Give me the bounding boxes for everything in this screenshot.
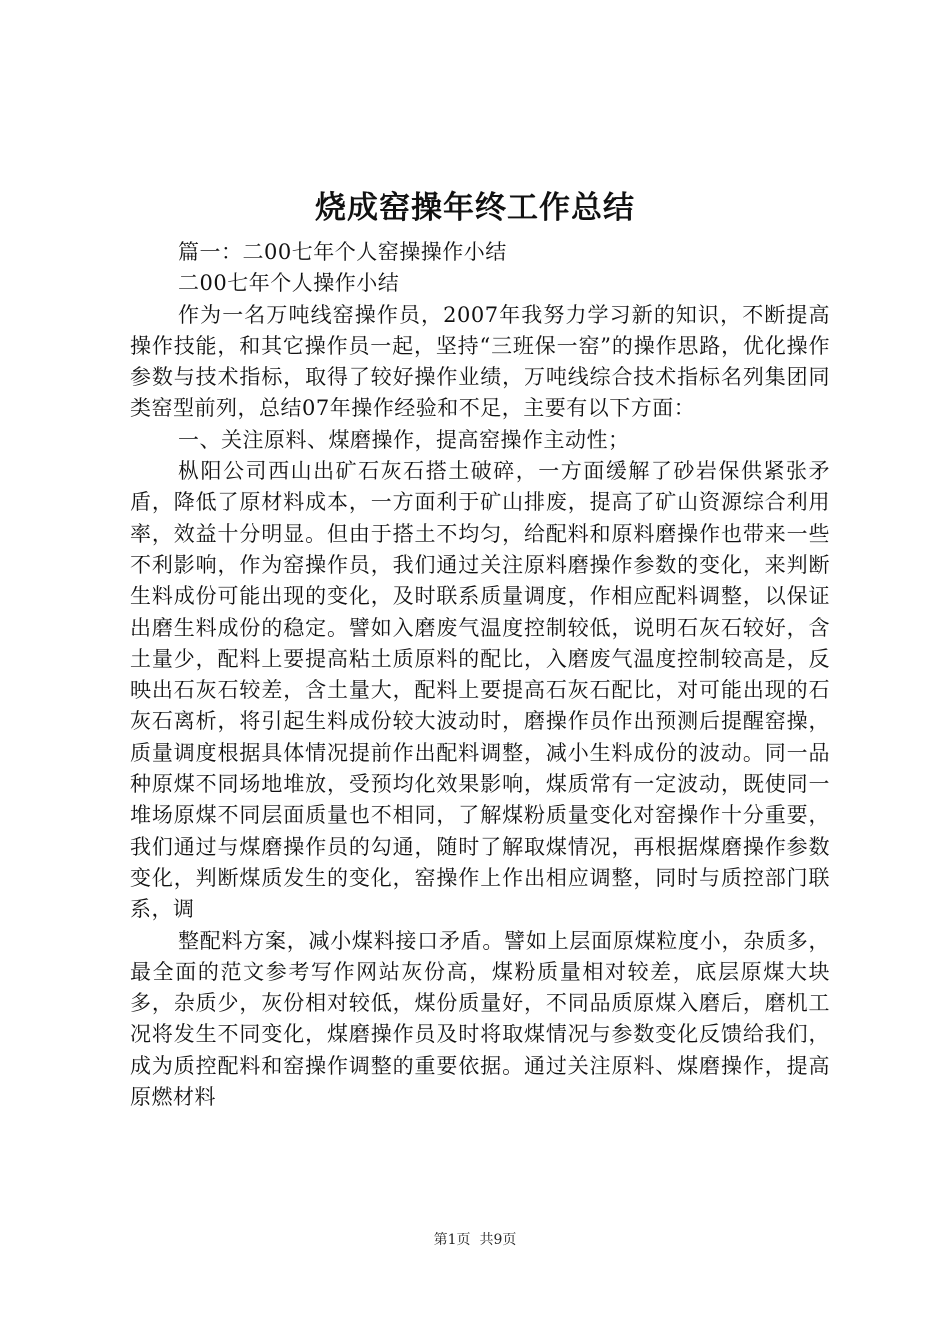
page-number: 第1页 bbox=[433, 1232, 471, 1248]
paragraph-body-continued: 整配料方案，减小煤料接口矛盾。譬如上层面原煤粒度小，杂质多，最全面的范文参考写作网站灰份高，煤粉质量相对较差，底层原煤大块多，杂质少，灰份相对较低，煤份质量好，不同品质原煤入磨后，磨机工况将发生不同变化，煤磨操作员及时将取煤情况与参数变化反馈给我们，成为质控配料和窑操作调整的重要依据。通过关注原料、煤磨操作，提高原燃材料 bbox=[130, 928, 830, 1110]
paragraph-point-heading: 一、关注原料、煤磨操作，提高窑操作主动性； bbox=[178, 427, 630, 452]
paragraph-subtitle: 二00七年个人操作小结 bbox=[178, 271, 400, 296]
paragraph-intro: 作为一名万吨线窑操作员，2007年我努力学习新的知识，不断提高操作技能，和其它操作员一起，坚持“三班保一窑”的操作思路，优化操作参数与技术指标，取得了较好操作业绩，万吨线综合技术指标名列集团同类窑型前列，总结07年操作经验和不足，主要有以下方面： bbox=[130, 302, 830, 421]
page-total: 共9页 bbox=[479, 1232, 517, 1248]
document-title: 烧成窑操年终工作总结 bbox=[315, 190, 635, 226]
paragraph-body: 枞阳公司西山出矿石灰石搭土破碎，一方面缓解了砂岩保供紧张矛盾，降低了原材料成本，一方面利于矿山排废，提高了矿山资源综合利用率，效益十分明显。但由于搭土不均匀，给配料和原料磨操作也带来一些不利影响，作为窑操作员，我们通过关注原料磨操作参数的变化，来判断生料成份可能出现的变化，及时联系质量调度，作相应配料调整，以保证出磨生料成份的稳定。譬如入磨废气温度控制较低，说明石灰石较好，含土量少，配料上要提高粘土质原料的配比，入磨废气温度控制较高是，反映出石灰石较差，含土量大，配料上要提高石灰石配比，对可能出现的石灰石离析，将引起生料成份较大波动时，磨操作员作出预测后提醒窑操，质量调度根据具体情况提前作出配料调整，减小生料成份的波动。同一品种原煤不同场地堆放，受预均化效果影响，煤质常有一定波动，既使同一堆场原煤不同层面质量也不相同，了解煤粉质量变化对窑操作十分重要，我们通过与煤磨操作员的勾通，随时了解取煤情况，再根据煤磨操作参数变化，判断煤质发生的变化，窑操作上作出相应调整，同时与质控部门联系，调 bbox=[130, 459, 830, 922]
page-footer bbox=[0, 1230, 950, 1250]
document-body bbox=[130, 237, 830, 1113]
paragraph-section-heading: 篇一：二00七年个人窑操操作小结 bbox=[178, 240, 507, 264]
